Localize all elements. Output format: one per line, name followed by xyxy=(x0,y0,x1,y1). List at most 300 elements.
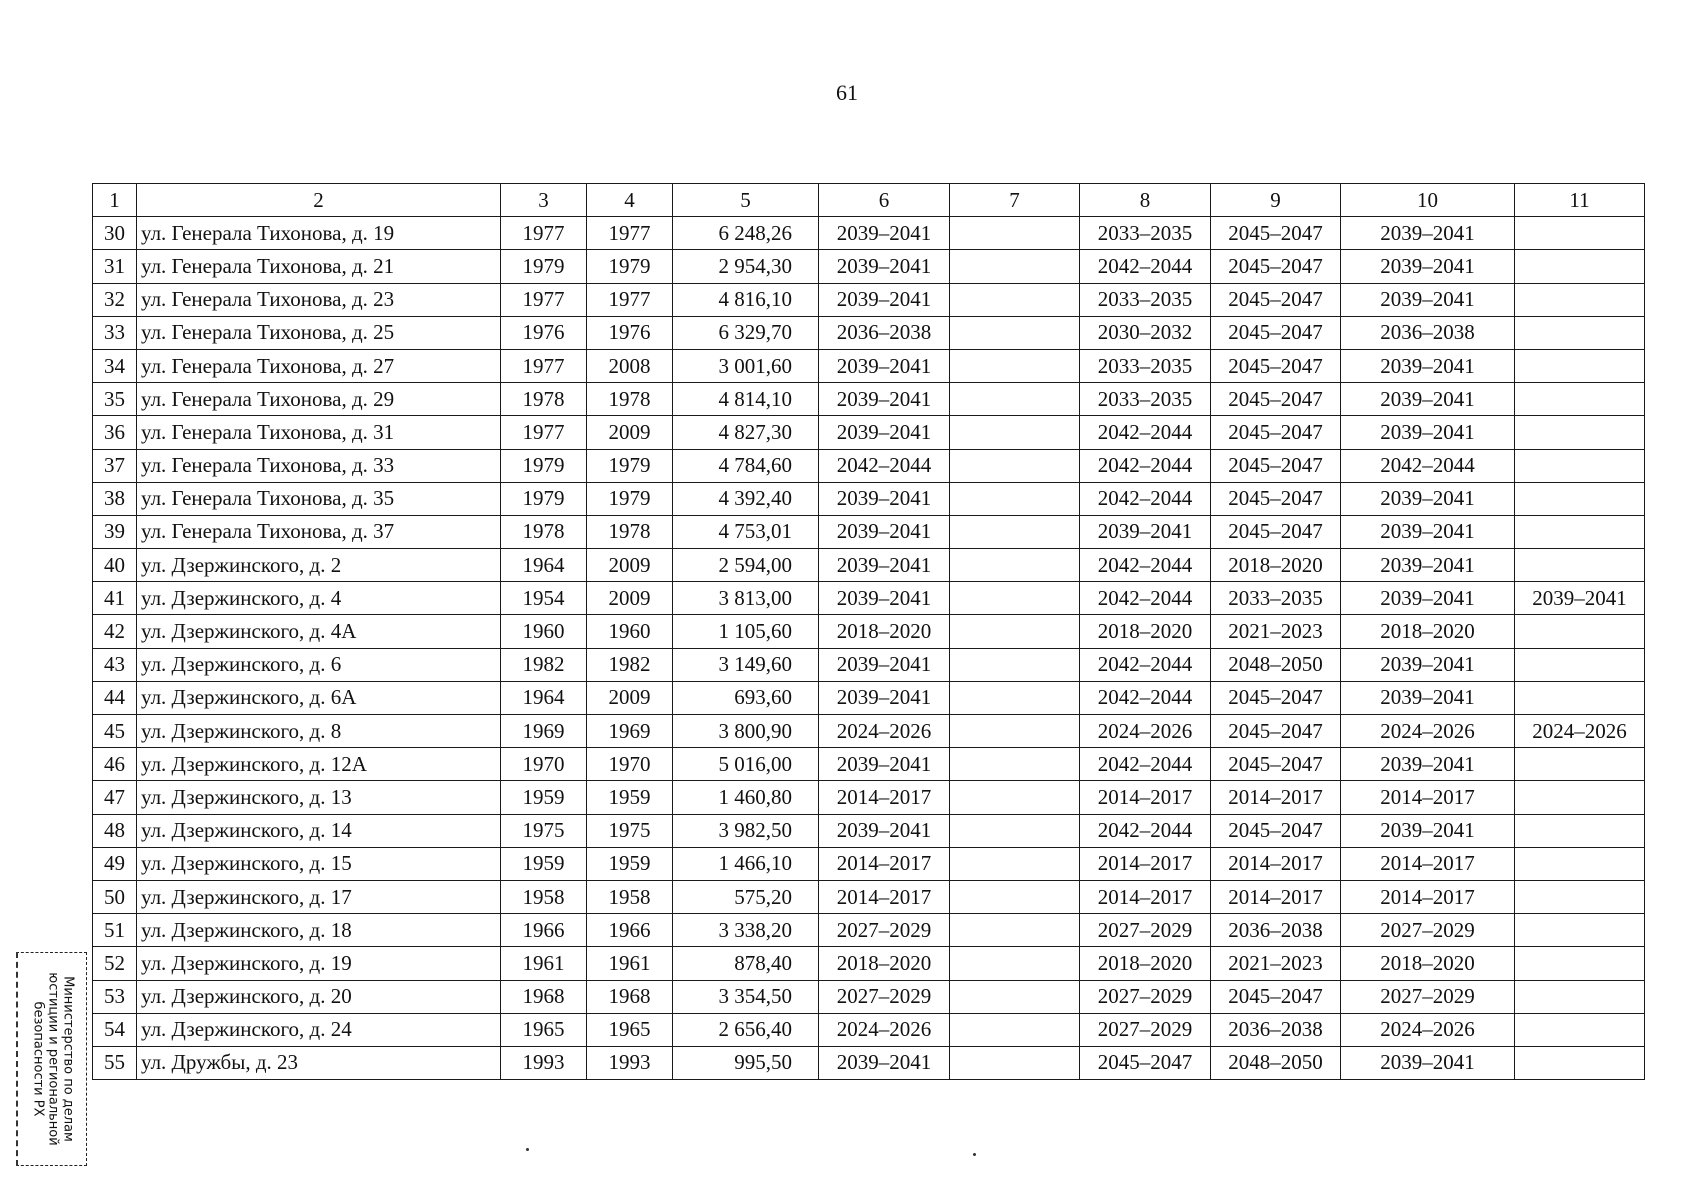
table-row xyxy=(93,914,1645,947)
cell-year-built: 1968 xyxy=(501,980,587,1013)
cell-year-built: 1993 xyxy=(501,1046,587,1079)
cell-row-number: 48 xyxy=(93,814,137,847)
table-row xyxy=(93,648,1645,681)
cell-address: ул. Дзержинского, д. 8 xyxy=(137,715,501,748)
cell-year-reconstruction: 1978 xyxy=(587,383,673,416)
cell-term-col8: 2042–2044 xyxy=(1080,648,1211,681)
cell-year-reconstruction: 1977 xyxy=(587,217,673,250)
cell-term-col7 xyxy=(950,681,1080,714)
cell-year-built: 1978 xyxy=(501,383,587,416)
table-row xyxy=(93,847,1645,880)
cell-year-reconstruction: 1975 xyxy=(587,814,673,847)
cell-term-col9: 2045–2047 xyxy=(1211,349,1341,382)
stamp-line-3: безопасности РХ xyxy=(30,1001,46,1117)
cell-term-col10: 2027–2029 xyxy=(1341,980,1515,1013)
cell-term-roof: 2039–2041 xyxy=(819,549,950,582)
stamp-text xyxy=(30,954,75,1164)
cell-term-col9: 2048–2050 xyxy=(1211,1046,1341,1079)
cell-term-col9: 2014–2017 xyxy=(1211,847,1341,880)
cell-year-reconstruction: 2009 xyxy=(587,416,673,449)
cell-term-col9: 2045–2047 xyxy=(1211,283,1341,316)
cell-area: 3 354,50 xyxy=(673,980,819,1013)
column-number-10: 10 xyxy=(1341,184,1515,217)
cell-term-col7 xyxy=(950,715,1080,748)
cell-term-col10: 2039–2041 xyxy=(1341,416,1515,449)
cell-term-col8: 2039–2041 xyxy=(1080,515,1211,548)
cell-area: 995,50 xyxy=(673,1046,819,1079)
cell-term-roof: 2039–2041 xyxy=(819,1046,950,1079)
cell-term-col7 xyxy=(950,283,1080,316)
cell-term-col7 xyxy=(950,880,1080,913)
cell-row-number: 50 xyxy=(93,880,137,913)
cell-address: ул. Дзержинского, д. 6А xyxy=(137,681,501,714)
cell-year-built: 1977 xyxy=(501,283,587,316)
table-row xyxy=(93,681,1645,714)
cell-row-number: 37 xyxy=(93,449,137,482)
cell-row-number: 31 xyxy=(93,250,137,283)
cell-area: 2 594,00 xyxy=(673,549,819,582)
column-number-9: 9 xyxy=(1211,184,1341,217)
cell-term-col10: 2039–2041 xyxy=(1341,482,1515,515)
cell-term-col11 xyxy=(1515,349,1645,382)
cell-row-number: 43 xyxy=(93,648,137,681)
cell-term-col7 xyxy=(950,814,1080,847)
cell-term-col11 xyxy=(1515,681,1645,714)
cell-row-number: 49 xyxy=(93,847,137,880)
cell-term-col10: 2042–2044 xyxy=(1341,449,1515,482)
cell-row-number: 32 xyxy=(93,283,137,316)
cell-year-built: 1960 xyxy=(501,615,587,648)
cell-address: ул. Генерала Тихонова, д. 27 xyxy=(137,349,501,382)
cell-term-col7 xyxy=(950,383,1080,416)
cell-area: 4 753,01 xyxy=(673,515,819,548)
cell-area: 4 392,40 xyxy=(673,482,819,515)
table-row xyxy=(93,449,1645,482)
table-row xyxy=(93,283,1645,316)
table-row xyxy=(93,383,1645,416)
cell-term-col8: 2014–2017 xyxy=(1080,847,1211,880)
stamp-line-2: юстиции и региональной xyxy=(45,972,61,1146)
cell-term-col7 xyxy=(950,482,1080,515)
cell-term-col10: 2027–2029 xyxy=(1341,914,1515,947)
cell-area: 3 149,60 xyxy=(673,648,819,681)
cell-term-col7 xyxy=(950,349,1080,382)
cell-term-col8: 2042–2044 xyxy=(1080,748,1211,781)
cell-row-number: 30 xyxy=(93,217,137,250)
cell-term-col8: 2033–2035 xyxy=(1080,383,1211,416)
cell-term-col11 xyxy=(1515,748,1645,781)
table-row xyxy=(93,582,1645,615)
cell-term-roof: 2039–2041 xyxy=(819,383,950,416)
cell-year-reconstruction: 2009 xyxy=(587,681,673,714)
cell-row-number: 55 xyxy=(93,1046,137,1079)
cell-address: ул. Дзержинского, д. 4А xyxy=(137,615,501,648)
cell-term-col8: 2014–2017 xyxy=(1080,781,1211,814)
table-row xyxy=(93,980,1645,1013)
cell-area: 575,20 xyxy=(673,880,819,913)
cell-year-built: 1965 xyxy=(501,1013,587,1046)
cell-term-col8: 2030–2032 xyxy=(1080,316,1211,349)
cell-term-col9: 2045–2047 xyxy=(1211,980,1341,1013)
cell-term-col9: 2045–2047 xyxy=(1211,383,1341,416)
cell-year-reconstruction: 2009 xyxy=(587,582,673,615)
scan-speck xyxy=(526,1148,529,1151)
cell-year-reconstruction: 1978 xyxy=(587,515,673,548)
cell-row-number: 39 xyxy=(93,515,137,548)
cell-row-number: 52 xyxy=(93,947,137,980)
cell-row-number: 35 xyxy=(93,383,137,416)
cell-term-col8: 2027–2029 xyxy=(1080,980,1211,1013)
cell-year-built: 1975 xyxy=(501,814,587,847)
cell-address: ул. Генерала Тихонова, д. 35 xyxy=(137,482,501,515)
cell-address: ул. Дзержинского, д. 19 xyxy=(137,947,501,980)
cell-address: ул. Генерала Тихонова, д. 37 xyxy=(137,515,501,548)
column-number-row xyxy=(93,184,1645,217)
column-number-4: 4 xyxy=(587,184,673,217)
cell-term-col11 xyxy=(1515,482,1645,515)
cell-year-built: 1964 xyxy=(501,549,587,582)
cell-area: 4 816,10 xyxy=(673,283,819,316)
cell-term-col10: 2036–2038 xyxy=(1341,316,1515,349)
cell-term-col7 xyxy=(950,914,1080,947)
cell-row-number: 53 xyxy=(93,980,137,1013)
cell-year-built: 1959 xyxy=(501,847,587,880)
cell-term-roof: 2039–2041 xyxy=(819,416,950,449)
cell-year-reconstruction: 1976 xyxy=(587,316,673,349)
cell-term-col9: 2021–2023 xyxy=(1211,615,1341,648)
table-row xyxy=(93,515,1645,548)
cell-area: 3 338,20 xyxy=(673,914,819,947)
housing-registry-table xyxy=(92,183,1645,1080)
table-row xyxy=(93,316,1645,349)
table-row xyxy=(93,349,1645,382)
cell-term-col9: 2036–2038 xyxy=(1211,914,1341,947)
cell-year-built: 1966 xyxy=(501,914,587,947)
table-row xyxy=(93,1046,1645,1079)
cell-year-reconstruction: 1979 xyxy=(587,250,673,283)
table-row xyxy=(93,1013,1645,1046)
cell-year-built: 1954 xyxy=(501,582,587,615)
cell-term-col10: 2014–2017 xyxy=(1341,781,1515,814)
cell-term-col8: 2042–2044 xyxy=(1080,449,1211,482)
cell-term-col10: 2014–2017 xyxy=(1341,880,1515,913)
cell-term-col10: 2014–2017 xyxy=(1341,847,1515,880)
cell-year-reconstruction: 1970 xyxy=(587,748,673,781)
cell-term-col8: 2027–2029 xyxy=(1080,914,1211,947)
column-number-6: 6 xyxy=(819,184,950,217)
cell-term-col8: 2042–2044 xyxy=(1080,549,1211,582)
page-number: 61 xyxy=(836,80,858,105)
cell-row-number: 34 xyxy=(93,349,137,382)
cell-address: ул. Дзержинского, д. 12А xyxy=(137,748,501,781)
cell-term-roof: 2039–2041 xyxy=(819,250,950,283)
cell-term-col9: 2045–2047 xyxy=(1211,316,1341,349)
cell-term-col11: 2039–2041 xyxy=(1515,582,1645,615)
cell-term-roof: 2014–2017 xyxy=(819,880,950,913)
cell-year-reconstruction: 1979 xyxy=(587,482,673,515)
cell-area: 4 827,30 xyxy=(673,416,819,449)
table-row xyxy=(93,715,1645,748)
cell-term-col9: 2045–2047 xyxy=(1211,748,1341,781)
cell-row-number: 33 xyxy=(93,316,137,349)
cell-area: 3 982,50 xyxy=(673,814,819,847)
cell-term-col8: 2033–2035 xyxy=(1080,217,1211,250)
cell-term-col11 xyxy=(1515,283,1645,316)
cell-area: 5 016,00 xyxy=(673,748,819,781)
cell-area: 1 466,10 xyxy=(673,847,819,880)
cell-address: ул. Генерала Тихонова, д. 33 xyxy=(137,449,501,482)
column-number-11: 11 xyxy=(1515,184,1645,217)
cell-term-col11 xyxy=(1515,449,1645,482)
cell-term-col11 xyxy=(1515,1013,1645,1046)
cell-term-col7 xyxy=(950,582,1080,615)
cell-year-reconstruction: 1959 xyxy=(587,847,673,880)
cell-area: 4 784,60 xyxy=(673,449,819,482)
table-row xyxy=(93,549,1645,582)
cell-year-reconstruction: 1977 xyxy=(587,283,673,316)
column-number-2: 2 xyxy=(137,184,501,217)
cell-term-roof: 2042–2044 xyxy=(819,449,950,482)
cell-term-col9: 2045–2047 xyxy=(1211,814,1341,847)
cell-area: 1 460,80 xyxy=(673,781,819,814)
cell-term-col8: 2033–2035 xyxy=(1080,283,1211,316)
cell-year-built: 1958 xyxy=(501,880,587,913)
table-row xyxy=(93,416,1645,449)
cell-address: ул. Генерала Тихонова, д. 19 xyxy=(137,217,501,250)
cell-address: ул. Генерала Тихонова, д. 31 xyxy=(137,416,501,449)
cell-term-col11 xyxy=(1515,217,1645,250)
cell-term-col10: 2018–2020 xyxy=(1341,947,1515,980)
cell-term-roof: 2014–2017 xyxy=(819,781,950,814)
cell-term-roof: 2014–2017 xyxy=(819,847,950,880)
cell-row-number: 36 xyxy=(93,416,137,449)
table-row xyxy=(93,217,1645,250)
cell-year-built: 1977 xyxy=(501,349,587,382)
cell-term-col7 xyxy=(950,449,1080,482)
cell-term-col9: 2045–2047 xyxy=(1211,515,1341,548)
cell-year-reconstruction: 1979 xyxy=(587,449,673,482)
cell-term-roof: 2027–2029 xyxy=(819,914,950,947)
cell-term-col9: 2018–2020 xyxy=(1211,549,1341,582)
cell-term-col8: 2018–2020 xyxy=(1080,615,1211,648)
cell-row-number: 47 xyxy=(93,781,137,814)
cell-term-col7 xyxy=(950,416,1080,449)
cell-term-col11 xyxy=(1515,914,1645,947)
cell-term-col10: 2039–2041 xyxy=(1341,648,1515,681)
cell-year-built: 1982 xyxy=(501,648,587,681)
cell-year-built: 1964 xyxy=(501,681,587,714)
cell-term-col10: 2039–2041 xyxy=(1341,748,1515,781)
cell-term-roof: 2039–2041 xyxy=(819,582,950,615)
cell-term-col8: 2027–2029 xyxy=(1080,1013,1211,1046)
cell-year-built: 1978 xyxy=(501,515,587,548)
cell-term-col9: 2014–2017 xyxy=(1211,781,1341,814)
cell-year-reconstruction: 1960 xyxy=(587,615,673,648)
cell-address: ул. Дзержинского, д. 2 xyxy=(137,549,501,582)
cell-term-col11 xyxy=(1515,814,1645,847)
cell-term-roof: 2036–2038 xyxy=(819,316,950,349)
cell-address: ул. Дзержинского, д. 4 xyxy=(137,582,501,615)
cell-year-reconstruction: 1966 xyxy=(587,914,673,947)
cell-area: 6 329,70 xyxy=(673,316,819,349)
cell-row-number: 41 xyxy=(93,582,137,615)
table-row xyxy=(93,250,1645,283)
cell-row-number: 40 xyxy=(93,549,137,582)
cell-term-col7 xyxy=(950,980,1080,1013)
cell-address: ул. Генерала Тихонова, д. 29 xyxy=(137,383,501,416)
cell-term-roof: 2039–2041 xyxy=(819,681,950,714)
cell-year-built: 1961 xyxy=(501,947,587,980)
cell-term-col8: 2042–2044 xyxy=(1080,416,1211,449)
table-row xyxy=(93,947,1645,980)
cell-term-col10: 2039–2041 xyxy=(1341,814,1515,847)
cell-term-col7 xyxy=(950,648,1080,681)
cell-area: 2 954,30 xyxy=(673,250,819,283)
cell-area: 4 814,10 xyxy=(673,383,819,416)
cell-address: ул. Дзержинского, д. 20 xyxy=(137,980,501,1013)
cell-address: ул. Дзержинского, д. 13 xyxy=(137,781,501,814)
cell-year-reconstruction: 2008 xyxy=(587,349,673,382)
cell-term-col7 xyxy=(950,748,1080,781)
cell-address: ул. Дзержинского, д. 14 xyxy=(137,814,501,847)
cell-term-col10: 2024–2026 xyxy=(1341,715,1515,748)
cell-address: ул. Дзержинского, д. 6 xyxy=(137,648,501,681)
cell-term-col11 xyxy=(1515,383,1645,416)
column-number-1: 1 xyxy=(93,184,137,217)
cell-year-built: 1970 xyxy=(501,748,587,781)
cell-term-col9: 2021–2023 xyxy=(1211,947,1341,980)
cell-term-col9: 2045–2047 xyxy=(1211,715,1341,748)
cell-term-col8: 2042–2044 xyxy=(1080,814,1211,847)
cell-year-reconstruction: 1968 xyxy=(587,980,673,1013)
cell-term-col11 xyxy=(1515,615,1645,648)
cell-area: 693,60 xyxy=(673,681,819,714)
cell-term-col10: 2039–2041 xyxy=(1341,283,1515,316)
cell-area: 3 813,00 xyxy=(673,582,819,615)
cell-term-roof: 2027–2029 xyxy=(819,980,950,1013)
cell-term-col8: 2042–2044 xyxy=(1080,681,1211,714)
cell-term-col10: 2039–2041 xyxy=(1341,349,1515,382)
cell-term-col8: 2024–2026 xyxy=(1080,715,1211,748)
cell-term-col10: 2018–2020 xyxy=(1341,615,1515,648)
column-number-5: 5 xyxy=(673,184,819,217)
cell-term-col10: 2039–2041 xyxy=(1341,383,1515,416)
cell-year-built: 1969 xyxy=(501,715,587,748)
cell-term-col10: 2039–2041 xyxy=(1341,250,1515,283)
cell-term-roof: 2039–2041 xyxy=(819,814,950,847)
cell-term-roof: 2018–2020 xyxy=(819,615,950,648)
cell-area: 6 248,26 xyxy=(673,217,819,250)
cell-term-col11 xyxy=(1515,316,1645,349)
cell-term-col8: 2033–2035 xyxy=(1080,349,1211,382)
cell-address: ул. Дзержинского, д. 17 xyxy=(137,880,501,913)
cell-term-col11 xyxy=(1515,549,1645,582)
cell-term-col11 xyxy=(1515,847,1645,880)
cell-row-number: 38 xyxy=(93,482,137,515)
cell-term-roof: 2039–2041 xyxy=(819,515,950,548)
cell-year-reconstruction: 1969 xyxy=(587,715,673,748)
cell-address: ул. Дружбы, д. 23 xyxy=(137,1046,501,1079)
table-row xyxy=(93,615,1645,648)
cell-row-number: 51 xyxy=(93,914,137,947)
cell-term-col8: 2042–2044 xyxy=(1080,250,1211,283)
cell-term-col10: 2039–2041 xyxy=(1341,1046,1515,1079)
registry-body xyxy=(93,217,1645,1080)
cell-year-built: 1977 xyxy=(501,217,587,250)
table-row xyxy=(93,880,1645,913)
cell-area: 3 001,60 xyxy=(673,349,819,382)
cell-term-col11 xyxy=(1515,416,1645,449)
cell-address: ул. Дзержинского, д. 18 xyxy=(137,914,501,947)
cell-term-col7 xyxy=(950,1046,1080,1079)
cell-term-col11 xyxy=(1515,781,1645,814)
cell-term-col7 xyxy=(950,250,1080,283)
cell-term-col8: 2014–2017 xyxy=(1080,880,1211,913)
cell-term-col8: 2018–2020 xyxy=(1080,947,1211,980)
cell-term-col11: 2024–2026 xyxy=(1515,715,1645,748)
cell-term-col11 xyxy=(1515,980,1645,1013)
cell-term-col7 xyxy=(950,549,1080,582)
cell-term-col10: 2039–2041 xyxy=(1341,681,1515,714)
stamp-line-1: Министерство по делам xyxy=(60,976,76,1142)
cell-year-reconstruction: 1965 xyxy=(587,1013,673,1046)
cell-year-reconstruction: 1961 xyxy=(587,947,673,980)
cell-year-built: 1979 xyxy=(501,250,587,283)
cell-term-col9: 2048–2050 xyxy=(1211,648,1341,681)
ministry-stamp xyxy=(16,952,87,1166)
cell-term-col9: 2045–2047 xyxy=(1211,217,1341,250)
column-number-3: 3 xyxy=(501,184,587,217)
cell-term-col11 xyxy=(1515,515,1645,548)
cell-address: ул. Дзержинского, д. 15 xyxy=(137,847,501,880)
cell-term-col10: 2039–2041 xyxy=(1341,582,1515,615)
cell-term-col9: 2036–2038 xyxy=(1211,1013,1341,1046)
cell-year-reconstruction: 1959 xyxy=(587,781,673,814)
cell-term-roof: 2039–2041 xyxy=(819,349,950,382)
cell-term-roof: 2018–2020 xyxy=(819,947,950,980)
table-row xyxy=(93,814,1645,847)
cell-year-built: 1977 xyxy=(501,416,587,449)
cell-row-number: 42 xyxy=(93,615,137,648)
cell-area: 878,40 xyxy=(673,947,819,980)
cell-term-col9: 2033–2035 xyxy=(1211,582,1341,615)
cell-term-col8: 2045–2047 xyxy=(1080,1046,1211,1079)
cell-area: 3 800,90 xyxy=(673,715,819,748)
column-number-8: 8 xyxy=(1080,184,1211,217)
cell-term-col7 xyxy=(950,615,1080,648)
table-row xyxy=(93,482,1645,515)
cell-term-col7 xyxy=(950,515,1080,548)
cell-term-col8: 2042–2044 xyxy=(1080,582,1211,615)
cell-term-col9: 2045–2047 xyxy=(1211,250,1341,283)
cell-term-col7 xyxy=(950,217,1080,250)
cell-row-number: 45 xyxy=(93,715,137,748)
cell-year-built: 1979 xyxy=(501,449,587,482)
cell-year-built: 1976 xyxy=(501,316,587,349)
table-row xyxy=(93,781,1645,814)
cell-year-reconstruction: 2009 xyxy=(587,549,673,582)
cell-area: 2 656,40 xyxy=(673,1013,819,1046)
column-number-7: 7 xyxy=(950,184,1080,217)
cell-term-col11 xyxy=(1515,1046,1645,1079)
cell-term-roof: 2024–2026 xyxy=(819,1013,950,1046)
cell-term-col9: 2045–2047 xyxy=(1211,482,1341,515)
cell-term-col11 xyxy=(1515,250,1645,283)
cell-term-roof: 2039–2041 xyxy=(819,283,950,316)
cell-term-col10: 2039–2041 xyxy=(1341,549,1515,582)
cell-term-col11 xyxy=(1515,648,1645,681)
cell-area: 1 105,60 xyxy=(673,615,819,648)
